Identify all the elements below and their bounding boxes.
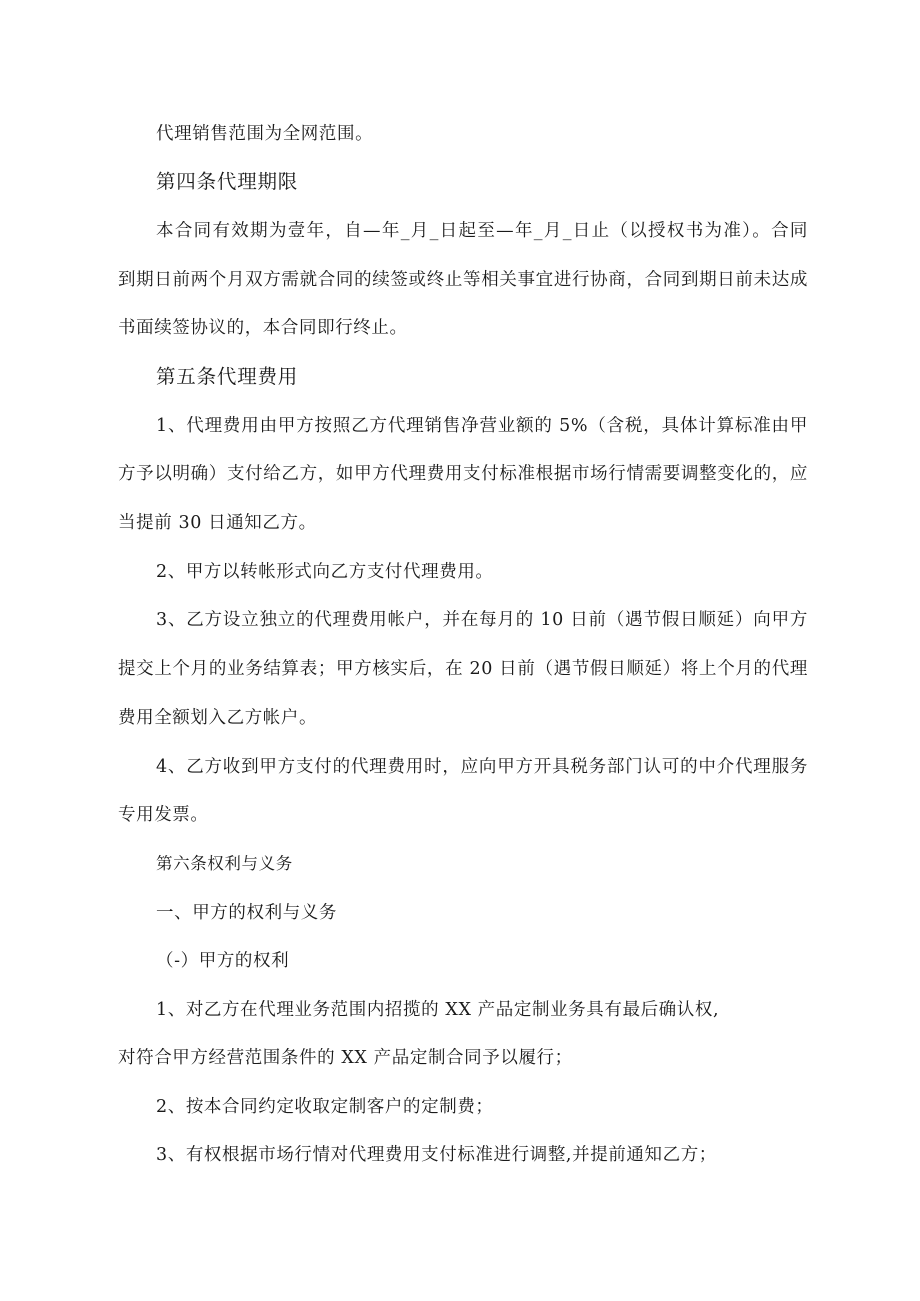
article-5-item-1-line-2: 方予以明确）支付给乙方，如甲方代理费用支付标准根据市场行情需要调整变化的，应 (118, 464, 808, 484)
article-5-item-4-line-2: 专用发票。 (118, 805, 209, 825)
article-4-line-3: 书面续签协议的，本合同即行终止。 (118, 318, 408, 338)
subsection-party-a-rights: （-）甲方的权利 (156, 951, 290, 971)
article-4-line-1: 本合同有效期为壹年，自—年_月_日起至—年_月_日止（以授权书为准）。合同 (156, 221, 808, 241)
party-a-right-1-line-2: 对符合甲方经营范围条件的 XX 产品定制合同予以履行； (118, 1048, 573, 1068)
section-party-a-rights-obligations: 一、甲方的权利与义务 (156, 903, 337, 923)
article-5-item-3-line-2: 提交上个月的业务结算表；甲方核实后，在 20 日前（遇节假日顺延）将上个月的代理 (118, 659, 808, 679)
article-5-item-3-line-1: 3、乙方设立独立的代理费用帐户，并在每月的 10 日前（遇节假日顺延）向甲方 (156, 610, 808, 630)
party-a-right-1-line-1: 1、对乙方在代理业务范围内招揽的 XX 产品定制业务具有最后确认权, (156, 1000, 720, 1020)
article-6-heading: 第六条权利与义务 (156, 854, 293, 873)
party-a-right-2: 2、按本合同约定收取定制客户的定制费； (156, 1097, 494, 1117)
article-5-item-3-line-3: 费用全额划入乙方帐户。 (118, 708, 318, 728)
article-5-item-4-line-1: 4、乙方收到甲方支付的代理费用时，应向甲方开具税务部门认可的中介代理服务 (156, 757, 808, 777)
article-4-line-2: 到期日前两个月双方需就合同的续签或终止等相关事宜进行协商，合同到期日前未达成 (118, 270, 808, 290)
paragraph-sales-scope: 代理销售范围为全网范围。 (156, 124, 374, 144)
article-4-heading: 第四条代理期限 (156, 170, 299, 193)
article-5-item-2: 2、甲方以转帐形式向乙方支付代理费用。 (156, 562, 494, 582)
party-a-right-3: 3、有权根据市场行情对代理费用支付标准进行调整,并提前通知乙方； (156, 1145, 717, 1165)
article-5-item-1-line-3: 当提前 30 日通知乙方。 (118, 513, 317, 533)
article-5-item-1-line-1: 1、代理费用由甲方按照乙方代理销售净营业额的 5%（含税，具体计算标准由甲 (156, 416, 808, 436)
article-5-heading: 第五条代理费用 (156, 365, 299, 388)
